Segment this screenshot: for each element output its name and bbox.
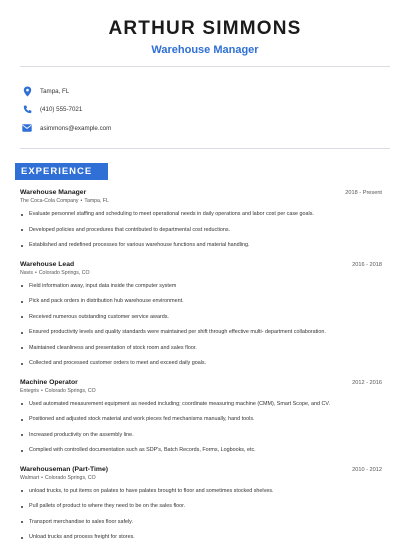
contact-email-text: asimmons@example.com xyxy=(40,124,112,132)
job-bullets xyxy=(20,488,382,550)
job-bullets xyxy=(20,283,382,376)
job-title: Warehouseman (Part-Time) xyxy=(20,465,109,473)
job-title: Warehouse Manager xyxy=(20,189,87,196)
bullet-item: Field information away, input data inside the computer system xyxy=(20,283,382,299)
separator-dot: • xyxy=(80,198,83,204)
bullet-item: Positioned and adjusted stock material and work pieces fed mechanisms manually, hand tools. xyxy=(20,416,382,432)
bullet-item: Complied with controlled documentation such as SDP's, Batch Records, Forms, Logbooks, etc. xyxy=(20,447,382,463)
contact-info xyxy=(20,82,111,138)
job-title: Machine Operator xyxy=(20,378,78,386)
location-pin-icon xyxy=(20,84,34,98)
job-entry xyxy=(20,189,382,258)
job-entry xyxy=(20,466,382,550)
job-entry xyxy=(20,379,382,463)
contact-phone-text: (410) 555-7021 xyxy=(40,106,83,114)
separator-dot: • xyxy=(34,269,37,276)
email-icon xyxy=(20,121,34,135)
bullet-item: Ensured productivity levels and quality standards were maintained per shift through effective multi- department collaboration. xyxy=(20,329,382,345)
job-company-line xyxy=(20,388,382,394)
job-dates: 2012 - 2016 xyxy=(352,379,382,386)
job-company-line xyxy=(20,475,382,481)
section-title-experience: EXPERIENCE xyxy=(15,163,108,180)
bullet-item: Unload trucks and process freight for stores. xyxy=(20,534,382,550)
job-company: Entegris xyxy=(20,387,40,394)
job-company: Navis xyxy=(20,269,33,276)
resume-header xyxy=(0,0,410,56)
job-entry xyxy=(20,261,382,376)
job-header xyxy=(20,189,382,196)
job-dates: 2010 - 2012 xyxy=(352,466,382,473)
candidate-name: ARTHUR SIMMONS xyxy=(108,18,302,39)
bullet-item: Received numerous outstanding customer service awards. xyxy=(20,314,382,330)
divider xyxy=(20,66,390,67)
phone-icon xyxy=(20,103,34,117)
bullet-item: Collected and processed customer orders to meet and exceed daily goals. xyxy=(20,360,382,376)
job-company-line xyxy=(20,198,382,204)
bullet-item: Developed policies and procedures that contributed to departmental cost reductions. xyxy=(20,227,382,243)
contact-location-text: Tampa, FL xyxy=(40,87,70,95)
job-dates: 2016 - 2018 xyxy=(352,261,382,268)
job-header xyxy=(20,261,382,268)
job-company: The Coca-Cola Company xyxy=(20,198,79,204)
job-location: Colorado Springs, CO xyxy=(44,387,96,394)
contact-phone xyxy=(20,101,111,120)
contact-email xyxy=(20,119,111,138)
job-header xyxy=(20,466,382,473)
job-header xyxy=(20,379,382,386)
job-bullets xyxy=(20,211,382,258)
contact-location xyxy=(20,82,111,101)
job-location: Colorado Springs, CO xyxy=(38,269,90,276)
bullet-item: Transport merchandise to sales floor safely. xyxy=(20,519,382,535)
bullet-item: Evaluate personnel staffing and scheduling to meet operational needs in daily operations and labor cost per case goals. xyxy=(20,211,382,227)
separator-dot: • xyxy=(41,387,43,394)
job-location: Colorado Springs, CO xyxy=(44,474,96,481)
bullet-item: unload trucks, to put items on palates to have palates brought to floor and sometimes stocked shelves. xyxy=(20,488,382,504)
bullet-item: Maintained cleanliness and presentation of stock room and sales floor. xyxy=(20,345,382,361)
job-title: Warehouse Lead xyxy=(20,260,75,268)
job-bullets xyxy=(20,401,382,463)
separator-dot: • xyxy=(41,474,43,481)
job-company-line xyxy=(20,270,382,276)
candidate-title: Warehouse Manager xyxy=(151,44,259,56)
experience-list xyxy=(20,189,382,553)
bullet-item: Pull pallets of product to where they need to be on the sales floor. xyxy=(20,503,382,519)
bullet-item: Established and redefined processes for various warehouse functions and material handling. xyxy=(20,242,382,258)
job-dates: 2018 - Present xyxy=(345,190,382,196)
bullet-item: Pick and pack orders in distribution hub warehouse environment. xyxy=(20,298,382,314)
job-company: Walmart xyxy=(20,474,40,481)
job-location: Tampa, FL xyxy=(84,198,109,204)
bullet-item: Increased productivity on the assembly line. xyxy=(20,432,382,448)
divider xyxy=(20,148,390,149)
bullet-item: Used automated measurement equipment as needed including; coordinate measuring machine (CMM), Smart Scope, and CV. xyxy=(20,401,382,417)
